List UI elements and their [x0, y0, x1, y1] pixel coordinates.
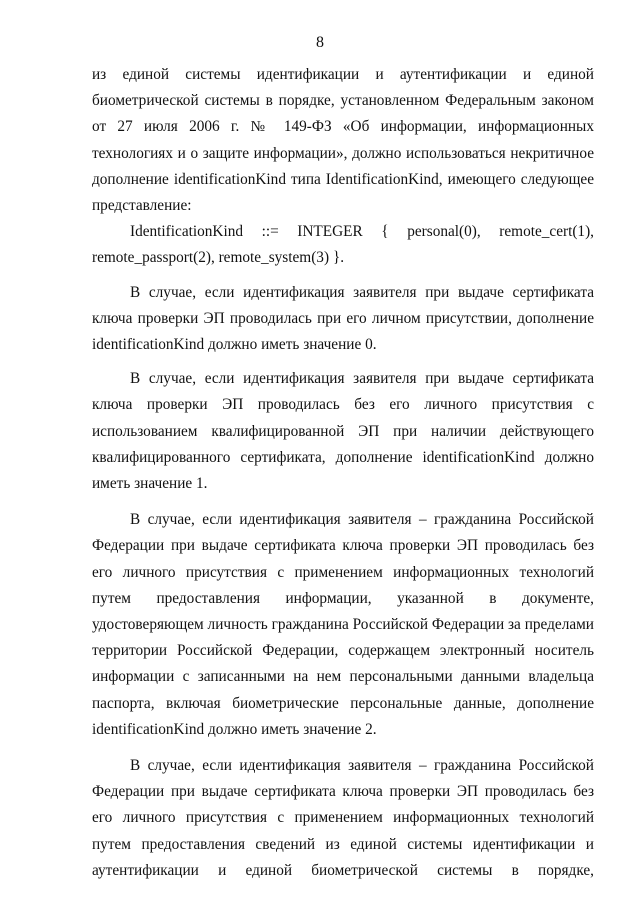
- paragraph-value-1: В случае, если идентификация заявителя при выдаче сертификата ключа проверки ЭП проводилась без его личного присутствия с использованием квалифицированной ЭП при наличии действующего квалифицированного сертификата, дополнение identificationKind должно иметь значение 1.: [92, 370, 594, 493]
- document-body: [92, 62, 594, 884]
- page-number: 8: [316, 34, 324, 51]
- paragraph-value-0: В случае, если идентификация заявителя при выдаче сертификата ключа проверки ЭП проводилась при его личном присутствии, дополнение identificationKind должно иметь значение 0.: [92, 283, 594, 354]
- paragraph-value-3-start: В случае, если идентификация заявителя – гражданина Российской Федерации при выдаче сертификата ключа проверки ЭП проводилась без его личного присутствия с применением информационных технологий путем предоставления сведений из единой системы идентификации и аутентификации и единой биометрической системы в порядке,: [92, 757, 594, 879]
- paragraph-value-2: В случае, если идентификация заявителя – гражданина Российской Федерации при выдаче сертификата ключа проверки ЭП проводилась без его личного присутствия с применением информационных технологий путем предоставления информации, указанной в документе, удостоверяющем личность гражданина Российской Федерации за пределами территории Российской Федерации, содержащем электронный носитель информации с записанными на нем персональными данными владельца паспорта, включая биометрические персональные данные, дополнение identificationKind должно иметь значение 2.: [92, 511, 594, 738]
- paragraph-continuation: из единой системы идентификации и аутентификации и единой биометрической системы в порядке, установленном Федеральным законом от 27 июля 2006 г. № 149-ФЗ «Об информации, информационных технологиях и о защите информации», должно использоваться некритичное дополнение identificationKind типа IdentificationKind, имеющего следующее представление:: [92, 66, 594, 215]
- paragraph-asn1-definition: IdentificationKind ::= INTEGER { personal(0), remote_cert(1), remote_passport(2), remote_system(3) }.: [92, 223, 594, 267]
